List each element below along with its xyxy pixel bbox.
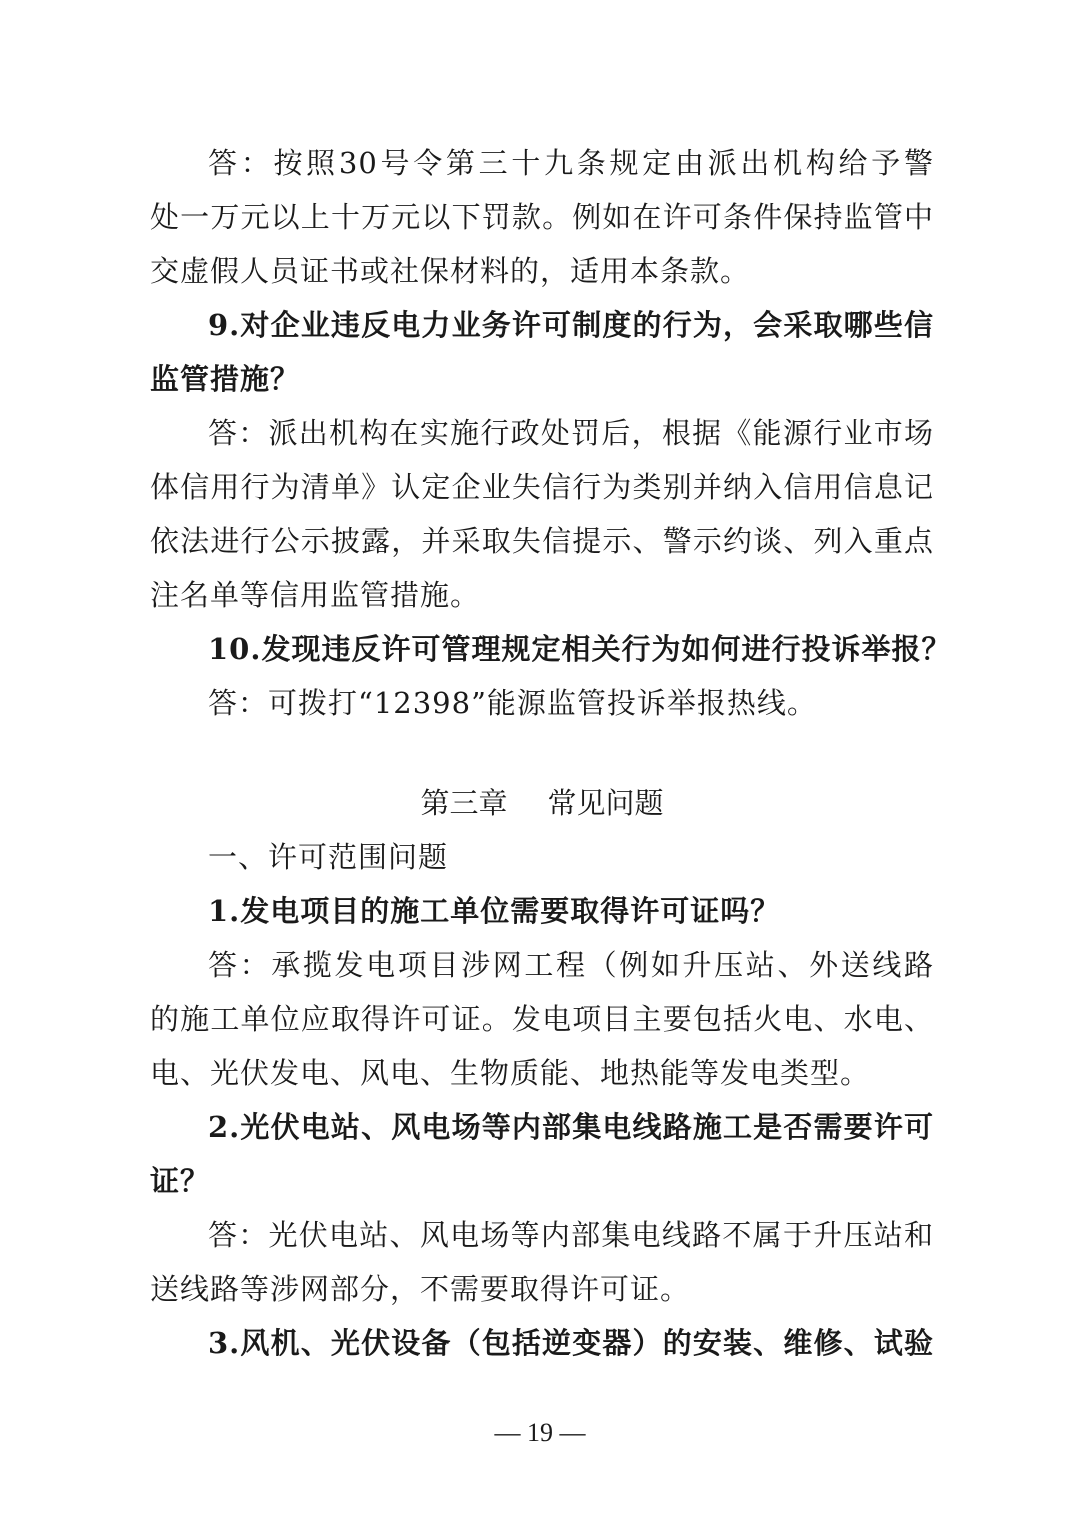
spacer [150, 730, 934, 776]
answer-8-line-2: 处一万元以上十万元以下罚款。例如在许可条件保持监管中 [150, 200, 934, 234]
question-3-line-1: 3.风机、光伏设备（包括逆变器）的安装、维修、试验 [208, 1326, 934, 1360]
answer-9-line-3: 依法进行公示披露，并采取失信提示、警示约谈、列入重点 [150, 524, 934, 558]
chapter-number: 第三章 [420, 786, 508, 820]
answer-2-line-1: 答：光伏电站、风电场等内部集电线路不属于升压站和 [208, 1218, 934, 1252]
answer-10: 答：可拨打“12398”能源监管投诉举报热线。 [208, 686, 817, 720]
question-2-line-2: 证？ [150, 1164, 211, 1198]
answer-9-line-2: 体信用行为清单》认定企业失信行为类别并纳入信用信息记 [150, 470, 934, 504]
document-body [150, 136, 952, 1370]
chapter-title: 常见问题 [547, 786, 664, 820]
answer-9-line-1: 答：派出机构在实施行政处罚后，根据《能源行业市场 [208, 416, 934, 450]
question-2-line-1: 2.光伏电站、风电场等内部集电线路施工是否需要许可 [208, 1110, 934, 1144]
answer-9-line-4: 注名单等信用监管措施。 [150, 578, 481, 612]
question-1: 1.发电项目的施工单位需要取得许可证吗？ [208, 894, 781, 928]
question-10: 10.发现违反许可管理规定相关行为如何进行投诉举报？ [208, 632, 952, 666]
chapter-heading [150, 776, 934, 830]
answer-1-line-2: 的施工单位应取得许可证。发电项目主要包括火电、水电、 [150, 1002, 934, 1036]
section-heading: 一、许可范围问题 [208, 840, 449, 874]
answer-2-line-2: 送线路等涉网部分，不需要取得许可证。 [150, 1272, 691, 1306]
question-9-line-2: 监管措施？ [150, 362, 301, 396]
answer-8-line-1: 答：按照30号令第三十九条规定由派出机构给予警 [208, 146, 934, 180]
answer-1-line-1: 答：承揽发电项目涉网工程（例如升压站、外送线路 [208, 948, 934, 982]
answer-1-line-3: 电、光伏发电、风电、生物质能、地热能等发电类型。 [150, 1056, 871, 1090]
answer-8-line-3: 交虚假人员证书或社保材料的，适用本条款。 [150, 254, 751, 288]
page-number: — 19 — [494, 1418, 586, 1447]
question-9-line-1: 9.对企业违反电力业务许可制度的行为，会采取哪些信 [208, 308, 934, 342]
